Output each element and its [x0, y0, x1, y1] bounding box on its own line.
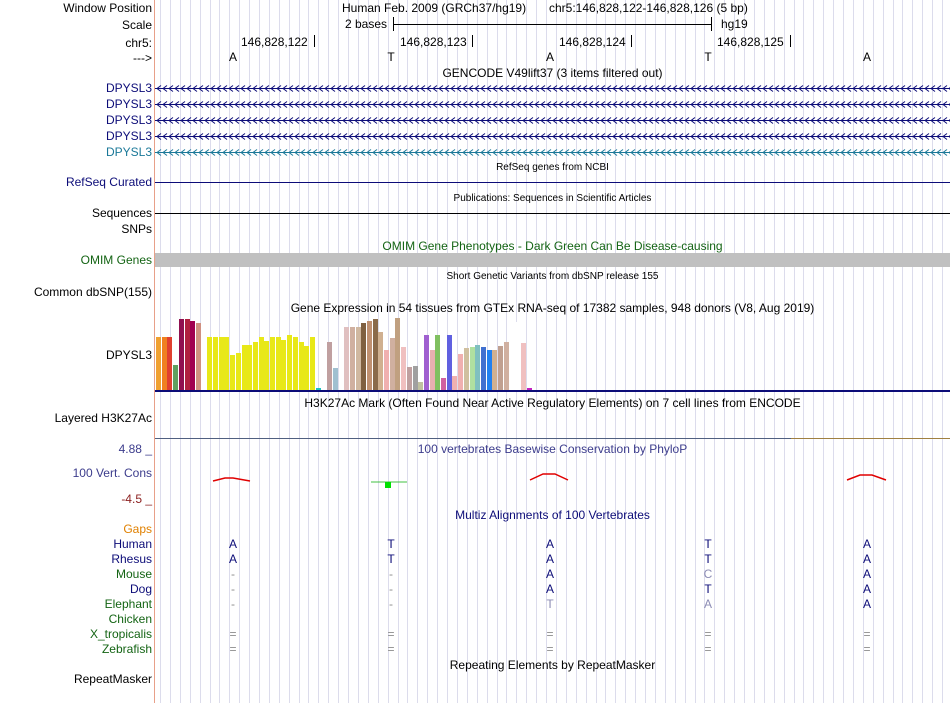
gtex-tissue-bar[interactable]	[384, 350, 389, 390]
aligned-base: A	[862, 537, 871, 551]
gtex-tissue-bar[interactable]	[458, 354, 463, 390]
gtex-tissue-bar[interactable]	[418, 382, 423, 390]
gtex-tissue-bar[interactable]	[515, 322, 520, 390]
gtex-tissue-bar[interactable]	[293, 337, 298, 390]
coord-tick-3	[631, 35, 632, 47]
omim-track-title[interactable]: OMIM Gene Phenotypes - Dark Green Can Be Disease-causing	[382, 239, 723, 253]
gencode-item-label[interactable]: DPYSL3	[105, 113, 152, 127]
gtex-baseline	[155, 390, 950, 392]
dbsnp-track-label[interactable]: Common dbSNP(155)	[33, 285, 152, 299]
omim-feature-block[interactable]	[155, 253, 950, 267]
ref-base-5: A	[862, 50, 871, 64]
gencode-item-label[interactable]: DPYSL3	[105, 129, 152, 143]
gencode-item-label[interactable]: DPYSL3	[105, 145, 152, 159]
ref-base-3: A	[545, 50, 554, 64]
gtex-tissue-bar[interactable]	[173, 365, 178, 390]
gtex-tissue-bar[interactable]	[475, 345, 480, 390]
species-label[interactable]: X_tropicalis	[89, 627, 152, 641]
aligned-base: =	[704, 642, 712, 656]
phylop-track-label[interactable]: 100 Vert. Cons	[72, 466, 152, 480]
aligned-base: =	[229, 627, 237, 641]
gtex-tissue-bar[interactable]	[464, 348, 469, 390]
ref-base-2: T	[387, 50, 395, 64]
pubs-feature-line[interactable]	[155, 213, 950, 214]
refseq-track-title[interactable]: RefSeq genes from NCBI	[496, 162, 609, 173]
coord-4: 146,828,125	[717, 35, 784, 49]
gtex-tissue-bar[interactable]	[270, 337, 275, 390]
phylop-track-title[interactable]: 100 vertebrates Basewise Conservation by PhyloP	[417, 442, 688, 456]
gencode-item-label[interactable]: DPYSL3	[105, 81, 152, 95]
gencode-transcript[interactable]	[155, 132, 950, 141]
repeatmasker-track-title[interactable]: Repeating Elements by RepeatMasker	[449, 658, 656, 672]
coord-tick-4	[790, 35, 791, 47]
pubs-track-title[interactable]: Publications: Sequences in Scientific Articles	[453, 193, 652, 204]
coord-tick-1	[314, 35, 315, 47]
gtex-tissue-bar[interactable]	[281, 340, 286, 390]
gtex-tissue-bar[interactable]	[481, 347, 486, 390]
aligned-base: T	[387, 552, 395, 566]
gtex-tissue-bar[interactable]	[424, 335, 429, 390]
aligned-base: T	[546, 597, 554, 611]
gtex-tissue-bar[interactable]	[498, 346, 503, 390]
h3k27ac-track-label[interactable]: Layered H3K27Ac	[54, 411, 152, 425]
omim-track-label[interactable]: OMIM Genes	[80, 253, 152, 267]
aligned-base: A	[703, 597, 712, 611]
gtex-tissue-bar[interactable]	[236, 353, 241, 390]
gtex-tissue-bar[interactable]	[361, 323, 366, 390]
aligned-base: -	[231, 597, 235, 611]
refseq-track-label[interactable]: RefSeq Curated	[65, 175, 152, 189]
aligned-base: -	[231, 582, 235, 596]
gtex-tissue-bar[interactable]	[504, 342, 509, 390]
aligned-base: A	[862, 552, 871, 566]
phylop-max-label: 4.88 _	[118, 442, 152, 456]
species-label[interactable]: Mouse	[115, 567, 152, 581]
phylop-peak-5	[847, 475, 886, 480]
species-label[interactable]: Chicken	[108, 612, 152, 626]
gtex-tissue-bar[interactable]	[167, 337, 172, 390]
gencode-item-label[interactable]: DPYSL3	[105, 97, 152, 111]
gtex-tissue-bar[interactable]	[367, 321, 372, 390]
gtex-tissue-bar[interactable]	[287, 335, 292, 390]
position-text[interactable]: chr5:146,828,122-146,828,126 (5 bp)	[549, 1, 748, 15]
h3k27ac-track-title[interactable]: H3K27Ac Mark (Often Found Near Active Regulatory Elements) on 7 cell lines from ENCODE	[304, 396, 801, 410]
gtex-bar-chart[interactable]	[155, 316, 535, 390]
gtex-tissue-bar[interactable]	[196, 323, 201, 390]
gtex-tissue-bar[interactable]	[333, 368, 338, 390]
scale-bar	[393, 24, 711, 25]
species-label[interactable]: Rhesus	[111, 552, 152, 566]
aligned-base: =	[704, 627, 712, 641]
aligned-base: T	[704, 537, 712, 551]
phylop-peak-3	[530, 474, 568, 480]
gtex-tissue-bar[interactable]	[213, 337, 218, 390]
gtex-tissue-bar[interactable]	[190, 321, 195, 390]
gencode-track-title[interactable]: GENCODE V49lift37 (3 items filtered out)	[442, 66, 663, 80]
aligned-base: A	[862, 582, 871, 596]
gtex-tissue-bar[interactable]	[350, 327, 355, 390]
gtex-tissue-bar[interactable]	[327, 342, 332, 390]
aligned-base: -	[389, 582, 393, 596]
gencode-transcript[interactable]	[155, 148, 950, 157]
gtex-track-title[interactable]: Gene Expression in 54 tissues from GTEx RNA-seq of 17382 samples, 948 donors (V8, Aug 2019)	[290, 301, 815, 315]
aligned-base: -	[389, 597, 393, 611]
aligned-base: A	[545, 567, 554, 581]
aligned-base: A	[545, 552, 554, 566]
aligned-base: =	[387, 627, 395, 641]
strand-label: --->	[133, 51, 152, 65]
gtex-tissue-bar[interactable]	[207, 337, 212, 390]
dbsnp-track-title[interactable]: Short Genetic Variants from dbSNP release 155	[446, 271, 659, 282]
chr-label: chr5:	[125, 36, 152, 50]
gtex-tissue-bar[interactable]	[310, 337, 315, 390]
aligned-base: T	[704, 552, 712, 566]
gtex-tissue-bar[interactable]	[441, 378, 446, 390]
aligned-base: =	[863, 642, 871, 656]
gtex-tissue-bar[interactable]	[452, 376, 457, 390]
gtex-tissue-bar[interactable]	[395, 318, 400, 390]
aligned-base: A	[545, 582, 554, 596]
species-label[interactable]: Zebrafish	[101, 642, 152, 656]
gtex-tissue-bar[interactable]	[378, 332, 383, 390]
ref-base-1: A	[228, 50, 237, 64]
gtex-tissue-bar[interactable]	[435, 335, 440, 390]
gtex-tissue-bar[interactable]	[156, 337, 161, 390]
coord-1: 146,828,122	[241, 35, 308, 49]
gtex-tissue-bar[interactable]	[304, 346, 309, 390]
gencode-transcript[interactable]	[155, 100, 950, 109]
aligned-base: =	[229, 642, 237, 656]
phylop-plot[interactable]	[155, 470, 950, 492]
ref-base-4: T	[704, 50, 712, 64]
gaps-label[interactable]: Gaps	[123, 522, 152, 536]
gtex-tissue-bar[interactable]	[247, 345, 252, 390]
aligned-base: -	[389, 567, 393, 581]
assembly-name[interactable]: Human Feb. 2009 (GRCh37/hg19)	[342, 1, 527, 15]
aligned-base: A	[862, 567, 871, 581]
aligned-base: A	[862, 597, 871, 611]
gtex-tissue-bar[interactable]	[179, 319, 184, 390]
gencode-transcript[interactable]	[155, 116, 950, 125]
gtex-tissue-bar[interactable]	[521, 343, 526, 390]
gtex-tissue-bar[interactable]	[401, 347, 406, 390]
aligned-base: =	[546, 642, 554, 656]
pubs-track-label[interactable]: Sequences	[91, 206, 152, 220]
coord-2: 146,828,123	[400, 35, 467, 49]
h3k27ac-signal-line-2	[791, 438, 950, 439]
species-label[interactable]: Dog	[129, 582, 152, 596]
species-label[interactable]: Elephant	[104, 597, 152, 611]
gtex-tissue-bar[interactable]	[230, 355, 235, 390]
aligned-base: =	[387, 642, 395, 656]
db-name: hg19	[721, 17, 748, 31]
aligned-base: =	[863, 627, 871, 641]
refseq-feature-line[interactable]	[155, 182, 950, 183]
gtex-track-label[interactable]: DPYSL3	[105, 348, 152, 362]
aligned-base: C	[703, 567, 713, 581]
aligned-base: T	[704, 582, 712, 596]
aligned-base: A	[228, 552, 237, 566]
species-label[interactable]: Human	[113, 537, 152, 551]
h3k27ac-signal-line	[155, 438, 791, 439]
gtex-tissue-bar[interactable]	[492, 350, 497, 390]
scale-label: Scale	[121, 18, 152, 32]
gtex-tissue-bar[interactable]	[407, 367, 412, 390]
gtex-tissue-bar[interactable]	[224, 337, 229, 390]
phylop-peak-1	[213, 478, 250, 481]
gtex-tissue-bar[interactable]	[344, 327, 349, 390]
scale-text: 2 bases	[345, 17, 388, 31]
aligned-base: A	[545, 537, 554, 551]
repeatmasker-track-label[interactable]: RepeatMasker	[73, 672, 152, 686]
phylop-min-label: -4.5 _	[121, 492, 152, 506]
coord-tick-2	[472, 35, 473, 47]
multiz-track-title[interactable]: Multiz Alignments of 100 Vertebrates	[455, 508, 650, 522]
snps-track-label[interactable]: SNPs	[121, 222, 152, 236]
aligned-base: T	[387, 537, 395, 551]
aligned-base: -	[231, 567, 235, 581]
gtex-tissue-bar[interactable]	[264, 341, 269, 390]
window-position-label: Window Position	[63, 1, 152, 15]
aligned-base: A	[228, 537, 237, 551]
coord-3: 146,828,124	[559, 35, 626, 49]
gencode-transcript[interactable]	[155, 84, 950, 93]
aligned-base: =	[546, 627, 554, 641]
scale-bar-right-tick	[711, 17, 712, 31]
phylop-neg-bar-2	[385, 482, 391, 488]
gtex-tissue-bar[interactable]	[253, 342, 258, 390]
